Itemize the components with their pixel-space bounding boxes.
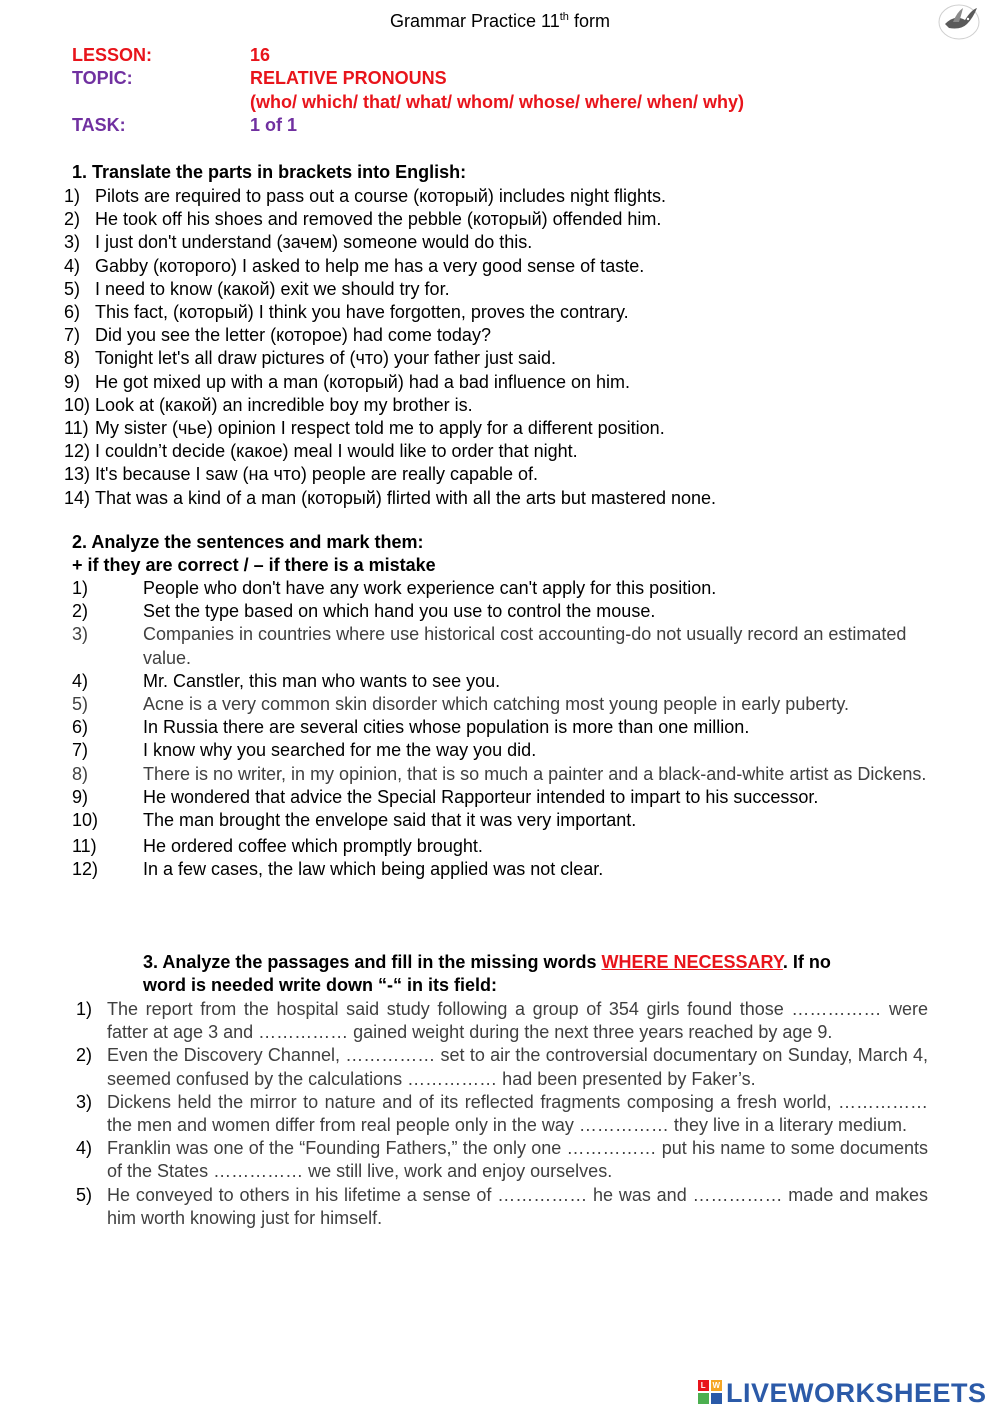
list-item: 8) There is no writer, in my opinion, that is so much a painter and a black-and-white artist as Dickens.	[72, 763, 927, 784]
list-item: 2) He took off his shoes and removed the pebble (который) offended him.	[64, 209, 662, 230]
list-item: 7) Did you see the letter (которое) had come today?	[64, 325, 491, 346]
brand-name: LIVEWORKSHEETS	[726, 1378, 987, 1408]
list-item: 3) Dickens held the mirror to nature and of its reflected fragments composing a fresh world, …………… the men and women differ from real people only in the way …………… they live in a literary medium.	[76, 1091, 928, 1136]
lesson-value: 16	[250, 45, 271, 65]
list-item: 3) I just don't understand (зачем) someone would do this.	[64, 232, 533, 253]
list-item: 1) The report from the hospital said study following a group of 354 girls found those …………… were fatter at age 3 and …………… gained weight during the next three years reached by age 9.	[76, 999, 928, 1043]
liveworksheets-logo-icon: L W	[698, 1380, 724, 1406]
section1-heading: 1. Translate the parts in brackets into English:	[72, 162, 467, 182]
page-title-main: Grammar Practice 11	[390, 11, 560, 31]
list-item: 5) Acne is a very common skin disorder which catching most young people in early puberty.	[72, 694, 850, 715]
task-label: TASK:	[72, 115, 126, 135]
list-item: 5) I need to know (какой) exit we should try for.	[64, 278, 450, 299]
list-item: 6) In Russia there are several cities whose population is more than one million.	[72, 717, 750, 738]
page-title-sup: th	[559, 11, 569, 23]
page-title-tail: form	[568, 11, 610, 31]
section3-heading-line2: word is needed write down “-“ in its field:	[143, 975, 498, 995]
list-item: 7) I know why you searched for me the way you did.	[72, 740, 537, 761]
task-value: 1 of 1	[250, 115, 298, 135]
section2-list	[72, 577, 932, 882]
list-item: 5) He conveyed to others in his lifetime a sense of …………… he was and …………… made and makes him worth knowing just for himself.	[76, 1184, 928, 1228]
page-title	[0, 11, 1000, 32]
section2-heading: 2. Analyze the sentences and mark them:	[72, 532, 424, 552]
topic-subtitle: (who/ which/ that/ what/ whom/ whose/ where/ when/ why)	[250, 92, 745, 112]
list-item: 10) The man brought the envelope said that it was very important.	[72, 810, 637, 831]
topic-value: RELATIVE PRONOUNS	[250, 68, 447, 88]
list-item: 4) Gabby (которого) I asked to help me has a very good sense of taste.	[64, 255, 645, 276]
list-item: 2) Set the type based on which hand you use to control the mouse.	[72, 601, 656, 622]
list-item: 10) Look at (какой) an incredible boy my brother is.	[64, 394, 473, 415]
topic-label: TOPIC:	[72, 68, 133, 88]
list-item: 6) This fact, (который) I think you have forgotten, proves the contrary.	[64, 302, 629, 323]
list-item: 3) Companies in countries where use historical cost accounting-do not usually record an estimated value.	[72, 624, 907, 668]
list-item: 1) Pilots are required to pass out a course (который) includes night flights.	[64, 186, 667, 206]
where-necessary-highlight: WHERE NECESSARY	[601, 952, 783, 972]
section3-heading: 3. Analyze the passages and fill in the missing words WHERE NECESSARY. If no	[143, 952, 831, 972]
list-item: 4) Franklin was one of the “Founding Fathers,” the only one …………… put his name to some documents of the States …………… we still live, work and enjoy ourselves.	[76, 1138, 928, 1182]
list-item: 8) Tonight let's all draw pictures of (что) your father just said.	[64, 348, 557, 369]
list-item: 12) I couldn’t decide (какое) meal I would like to order that night.	[64, 441, 578, 462]
section1-list	[64, 185, 944, 510]
list-item: 1) People who don't have any work experience can't apply for this position.	[72, 578, 717, 598]
section3-list	[76, 998, 928, 1230]
lesson-label: LESSON:	[72, 45, 153, 65]
section2-subheading: + if they are correct / – if there is a mistake	[72, 555, 436, 575]
list-item: 13) It's because I saw (на что) people are really capable of.	[64, 464, 539, 485]
list-item: 9) He wondered that advice the Special Rapporteur intended to impart to his successor.	[72, 786, 819, 807]
liveworksheets-brand[interactable]	[698, 1378, 987, 1409]
list-item: 11) My sister (чье) opinion I respect told me to apply for a different position.	[64, 418, 665, 439]
list-item: 12) In a few cases, the law which being applied was not clear.	[72, 859, 604, 880]
list-item: 9) He got mixed up with a man (который) had a bad influence on him.	[64, 371, 631, 392]
list-item: 2) Even the Discovery Channel, …………… set to air the controversial documentary on Sunday, March 4, seemed confused by the calculations …………… had been presented by Faker’s.	[76, 1045, 928, 1089]
list-item: 11) He ordered coffee which promptly brought.	[72, 836, 483, 857]
list-item: 14) That was a kind of a man (который) flirted with all the arts but mastered none.	[64, 487, 717, 508]
bird-logo-icon	[935, 0, 983, 42]
list-item: 4) Mr. Canstler, this man who wants to see you.	[72, 670, 501, 691]
